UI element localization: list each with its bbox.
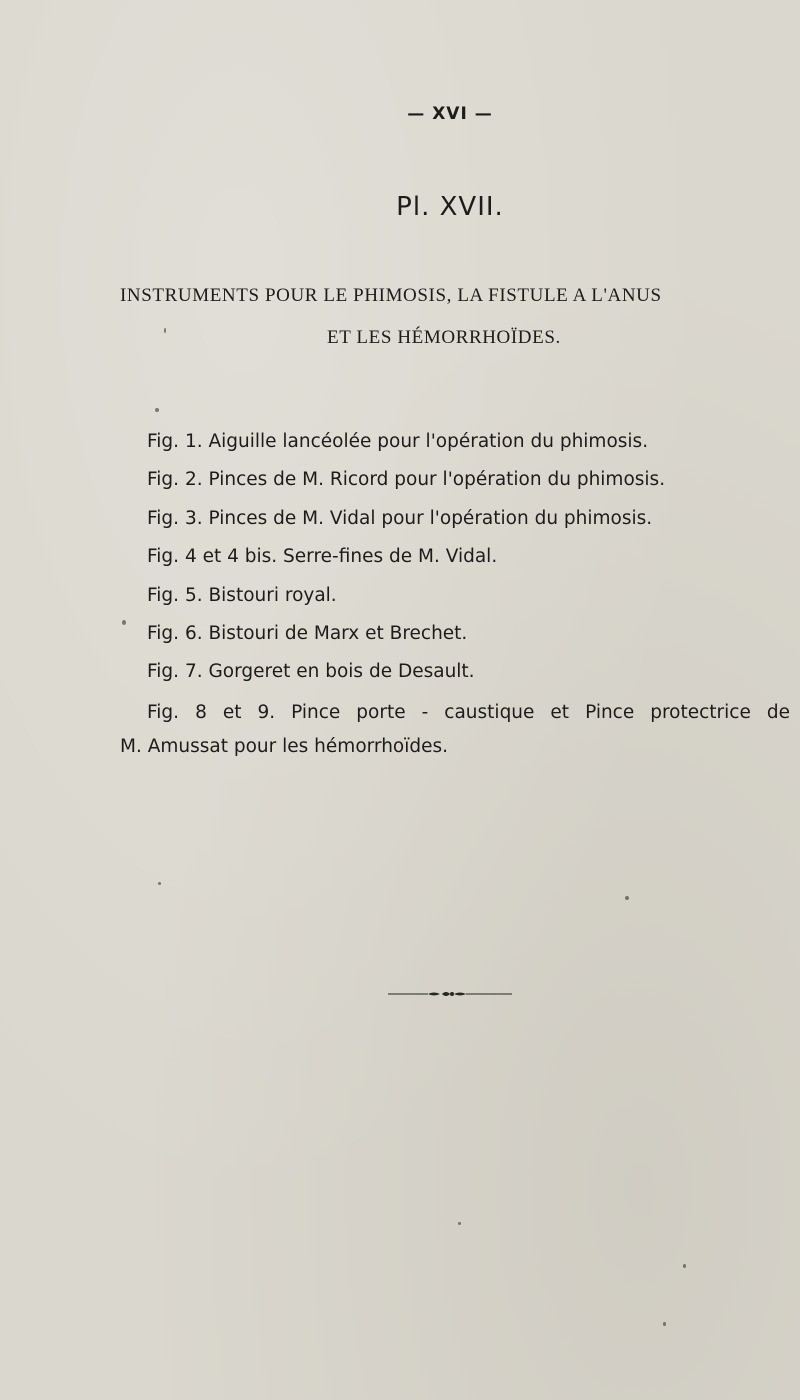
paper-speck [683, 1264, 686, 1268]
figure-legend-item: Fig. 7. Gorgeret en bois de Desault. [147, 661, 475, 683]
paper-speck [122, 620, 126, 625]
figure-legend-item: Fig. 3. Pinces de M. Vidal pour l'opération du phimosis. [147, 507, 653, 529]
figure-legend-last-line-2: M. Amussat pour les hémorrhoïdes. [120, 736, 449, 757]
figure-legend-last-line-1: Fig. 8 et 9. Pince porte - caustique et Pince protectrice de [147, 702, 790, 723]
paper-speck [164, 328, 166, 333]
figure-legend-item: Fig. 5. Bistouri royal. [147, 584, 337, 606]
paper-speck [625, 896, 629, 900]
figure-legend-item: Fig. 4 et 4 bis. Serre-fines de M. Vidal. [147, 546, 498, 568]
figure-legend-item: Fig. 2. Pinces de M. Ricord pour l'opération du phimosis. [147, 469, 666, 491]
plate-title-line-1: INSTRUMENTS POUR LE PHIMOSIS, LA FISTULE A L'ANUS [120, 285, 662, 306]
plate-number: Pl. XVII. [396, 192, 504, 222]
page-number: — XVI — [407, 104, 493, 124]
paper-speck [458, 1222, 461, 1225]
figure-legend-item: Fig. 1. Aiguille lancéolée pour l'opération du phimosis. [147, 431, 649, 452]
divider-flourish-icon [388, 990, 512, 998]
figure-legend-list [147, 423, 787, 692]
figure-legend-item-last [120, 696, 790, 764]
paper-speck [663, 1322, 666, 1326]
paper-speck [155, 408, 159, 412]
plate-title-line-2: ET LES HÉMORRHOÏDES. [327, 327, 561, 348]
figure-legend-item: Fig. 6. Bistouri de Marx et Brechet. [147, 622, 468, 644]
paper-speck [158, 882, 161, 885]
